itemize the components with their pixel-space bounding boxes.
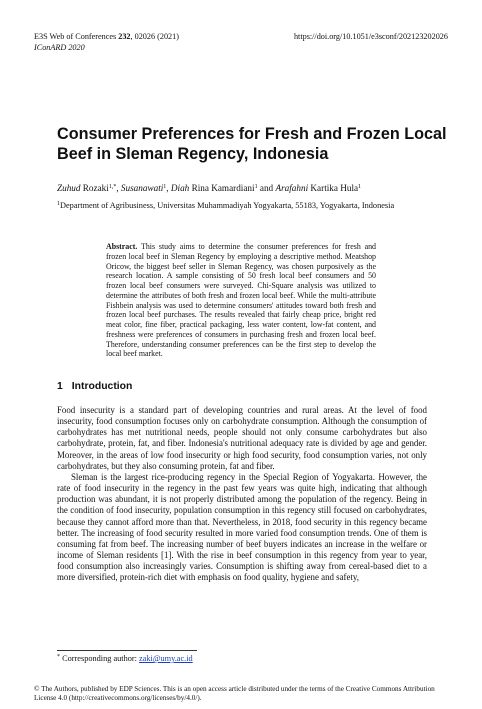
body-text bbox=[57, 405, 427, 584]
journal-citation bbox=[34, 31, 179, 42]
footnote-rule bbox=[57, 650, 197, 651]
email-link[interactable]: zaki@umy.ac.id bbox=[139, 654, 193, 663]
paragraph: Sleman is the largest rice-producing regency in the Special Region of Yogyakarta. However, the rate of food insecurity in the regency in the past few years was quite high, indicating that although production was abundant, it is not properly distributed among the population of the regency. Being in the condition of food insecurity, population consumption in this regency still focused on carbohydrates, because they cannot afford more than that. Nevertheless, in 2018, food security in this regency became better. The increasing of food security resulted in more varied food consumption trends. One of them is consuming fat from beef. The increasing number of beef buyers indicates an increase in the welfare or income of Sleman residents [1]. With the rise in beef consumption in this regency from year to year, food consumption also increasingly varies. Consumption is shifting away from cereal-based diet to a more diversified, protein-rich diet with emphasis on food quality, hygiene and safety, bbox=[57, 471, 427, 583]
abstract bbox=[106, 242, 376, 359]
article-id: , 02026 (2021) bbox=[130, 32, 179, 41]
author-list: Zuhud Rozaki$^{1,*}$, Susanawati$^1$, Diah Rina Kamardiani$^1$ and Arafahni Kartika Hula$^1$ bbox=[57, 183, 362, 193]
paragraph: Food insecurity is a standard part of developing countries and rural areas. At the level of food insecurity, food consumption focuses only on carbohydrate consumption. Although the consumption of carbohydrates has met nutritional needs, people should not only consume carbohydrates but also carbohydrate, protein, fat, and fiber. Indonesia's nutritional adequacy rate is divided by age and gender. Moreover, in the areas of low food insecurity or high food security, food consumption varies, not only carbohydrates, but they also consuming protein, fat and fiber. bbox=[57, 405, 427, 471]
journal-name: E3S Web of Conferences bbox=[34, 32, 117, 41]
doi-link[interactable]: https://doi.org/10.1051/e3sconf/202123202026 bbox=[293, 32, 448, 41]
author: Diah Rina Kamardiani$^1$ bbox=[170, 183, 258, 193]
running-header bbox=[34, 31, 448, 53]
section-heading: 1 Introduction bbox=[57, 381, 133, 392]
journal-volume: 232 bbox=[118, 32, 131, 41]
author: Arafahni Kartika Hula$^1$ bbox=[275, 183, 362, 193]
abstract-text: This study aims to determine the consumer preferences for fresh and frozen local beef in Sleman Regency by employing a descriptive method. Meatshop Oricow, the biggest beef seller in Sleman Regency, was chosen purposively as the research location. A sample consisting of 50 fresh local beef consumers and 50 frozen local beef consumers were surveyed. Chi-Square analysis was utilized to determine the attributes of both fresh and frozen local beef. While the multi-attribute Fishbein analysis was used to determine consumers' attitudes toward both fresh and frozen local beef purchases. The results revealed that fairly cheap price, bright red meat color, fine fiber, practical packaging, less water content, low-fat content, and freshness were preferences of consumers in purchasing fresh and frozen local beef. Therefore, understanding consumer preferences can be the first step to develop the local beef market. bbox=[106, 242, 376, 359]
footnote: * Corresponding author: zaki@umy.ac.id bbox=[57, 654, 193, 663]
paper-title: Consumer Preferences for Fresh and Frozen Local Beef in Sleman Regency, Indonesia bbox=[57, 125, 447, 163]
abstract-label: Abstract. bbox=[106, 242, 138, 251]
affiliation: $^1$Department of Agribusiness, Universitas Muhammadiyah Yogyakarta, 55183, Yogyakarta, Indonesia bbox=[57, 201, 395, 210]
author: Susanawati$^1$ bbox=[120, 183, 167, 193]
conference-name: IConARD 2020 bbox=[34, 43, 85, 52]
license-notice: © The Authors, published by EDP Sciences. This is an open access article distributed under the terms of the Creative Commons Attribution License 4.0 (http://creativecommons.org/licenses/by/4.0/). bbox=[34, 685, 435, 702]
author: Zuhud Rozaki$^{1,*}$ bbox=[57, 183, 117, 193]
